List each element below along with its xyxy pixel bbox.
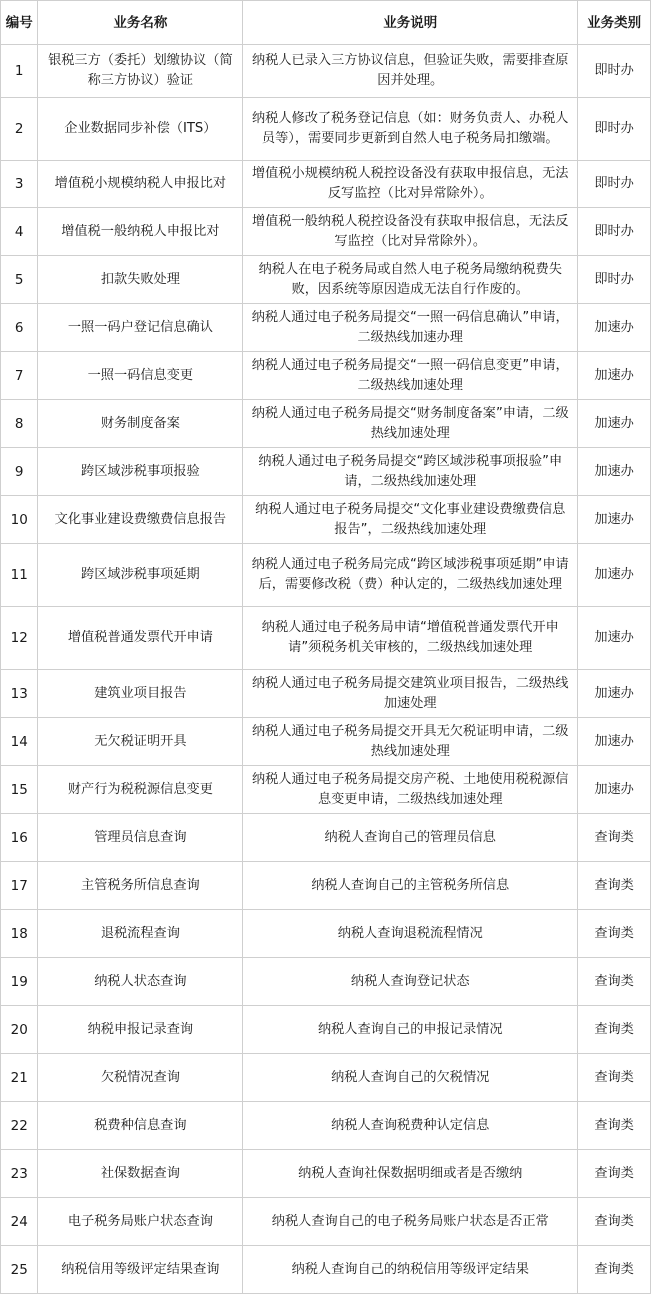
row-number: 12 (1, 607, 38, 670)
table-row (1, 496, 651, 544)
business-name: 银税三方（委托）划缴协议（简称三方协议）验证 (38, 45, 243, 98)
table-body (1, 45, 651, 1294)
table-row (1, 98, 651, 161)
business-category: 加速办 (578, 304, 651, 352)
business-description: 增值税小规模纳税人税控设备没有获取申报信息，无法反写监控（比对异常除外）。 (243, 161, 578, 208)
business-category: 加速办 (578, 607, 651, 670)
row-number: 20 (1, 1006, 38, 1054)
business-category: 即时办 (578, 208, 651, 256)
row-number: 18 (1, 910, 38, 958)
row-number: 21 (1, 1054, 38, 1102)
business-name: 文化事业建设费缴费信息报告 (38, 496, 243, 544)
business-name: 欠税情况查询 (38, 1054, 243, 1102)
business-name: 增值税普通发票代开申请 (38, 607, 243, 670)
table-row (1, 1054, 651, 1102)
row-number: 4 (1, 208, 38, 256)
header-number: 编号 (1, 1, 38, 45)
table-row (1, 304, 651, 352)
row-number: 16 (1, 814, 38, 862)
business-category: 查询类 (578, 958, 651, 1006)
table-row (1, 400, 651, 448)
row-number: 15 (1, 766, 38, 814)
table-row (1, 1150, 651, 1198)
business-description: 纳税人通过电子税务局完成“跨区域涉税事项延期”申请后，需要修改税（费）种认定的，二级热线加速处理 (243, 544, 578, 607)
header-business-description: 业务说明 (243, 1, 578, 45)
business-description: 纳税人查询社保数据明细或者是否缴纳 (243, 1150, 578, 1198)
row-number: 24 (1, 1198, 38, 1246)
row-number: 19 (1, 958, 38, 1006)
table-row (1, 814, 651, 862)
business-name: 电子税务局账户状态查询 (38, 1198, 243, 1246)
business-category: 查询类 (578, 1006, 651, 1054)
table-row (1, 208, 651, 256)
business-description: 纳税人通过电子税务局提交“一照一码信息确认”申请，二级热线加速办理 (243, 304, 578, 352)
row-number: 9 (1, 448, 38, 496)
business-category: 查询类 (578, 862, 651, 910)
row-number: 5 (1, 256, 38, 304)
row-number: 25 (1, 1246, 38, 1294)
business-name: 纳税信用等级评定结果查询 (38, 1246, 243, 1294)
business-category: 加速办 (578, 352, 651, 400)
table-row (1, 352, 651, 400)
business-description: 纳税人通过电子税务局提交“跨区域涉税事项报验”申请，二级热线加速处理 (243, 448, 578, 496)
business-category: 即时办 (578, 45, 651, 98)
business-name: 财务制度备案 (38, 400, 243, 448)
business-name: 建筑业项目报告 (38, 670, 243, 718)
table-header-row (1, 1, 651, 45)
business-description: 纳税人查询自己的申报记录情况 (243, 1006, 578, 1054)
table-row (1, 1198, 651, 1246)
business-name: 跨区域涉税事项报验 (38, 448, 243, 496)
business-description: 纳税人查询自己的纳税信用等级评定结果 (243, 1246, 578, 1294)
row-number: 7 (1, 352, 38, 400)
business-category: 查询类 (578, 1246, 651, 1294)
business-description: 纳税人通过电子税务局提交开具无欠税证明申请，二级热线加速处理 (243, 718, 578, 766)
row-number: 8 (1, 400, 38, 448)
business-category: 加速办 (578, 400, 651, 448)
business-description: 纳税人查询登记状态 (243, 958, 578, 1006)
row-number: 11 (1, 544, 38, 607)
business-category: 查询类 (578, 1102, 651, 1150)
row-number: 14 (1, 718, 38, 766)
header-business-category: 业务类别 (578, 1, 651, 45)
table-row (1, 1102, 651, 1150)
table-row (1, 766, 651, 814)
business-name: 财产行为税税源信息变更 (38, 766, 243, 814)
business-name: 纳税申报记录查询 (38, 1006, 243, 1054)
table-row (1, 718, 651, 766)
business-name: 企业数据同步补偿（ITS） (38, 98, 243, 161)
business-category: 即时办 (578, 98, 651, 161)
business-name: 一照一码户登记信息确认 (38, 304, 243, 352)
business-category: 加速办 (578, 670, 651, 718)
business-category: 加速办 (578, 766, 651, 814)
row-number: 3 (1, 161, 38, 208)
business-name: 增值税小规模纳税人申报比对 (38, 161, 243, 208)
business-name: 税费种信息查询 (38, 1102, 243, 1150)
business-category: 查询类 (578, 814, 651, 862)
business-category: 加速办 (578, 718, 651, 766)
business-description: 纳税人查询自己的电子税务局账户状态是否正常 (243, 1198, 578, 1246)
business-category: 加速办 (578, 496, 651, 544)
table-row (1, 607, 651, 670)
business-category: 查询类 (578, 1054, 651, 1102)
business-description: 纳税人通过电子税务局提交建筑业项目报告，二级热线加速处理 (243, 670, 578, 718)
table-row (1, 670, 651, 718)
business-description: 纳税人已录入三方协议信息，但验证失败，需要排查原因并处理。 (243, 45, 578, 98)
business-description: 纳税人查询自己的欠税情况 (243, 1054, 578, 1102)
table-row (1, 448, 651, 496)
row-number: 23 (1, 1150, 38, 1198)
business-description: 增值税一般纳税人税控设备没有获取申报信息，无法反写监控（比对异常除外）。 (243, 208, 578, 256)
table-row (1, 45, 651, 98)
business-name: 无欠税证明开具 (38, 718, 243, 766)
business-category: 查询类 (578, 1198, 651, 1246)
business-name: 扣款失败处理 (38, 256, 243, 304)
business-name: 主管税务所信息查询 (38, 862, 243, 910)
business-description: 纳税人通过电子税务局提交“财务制度备案”申请，二级热线加速处理 (243, 400, 578, 448)
business-name: 社保数据查询 (38, 1150, 243, 1198)
business-description: 纳税人通过电子税务局提交“文化事业建设费缴费信息报告”，二级热线加速处理 (243, 496, 578, 544)
business-name: 管理员信息查询 (38, 814, 243, 862)
table-row (1, 910, 651, 958)
table-row (1, 1006, 651, 1054)
business-category: 加速办 (578, 544, 651, 607)
row-number: 22 (1, 1102, 38, 1150)
business-description: 纳税人通过电子税务局申请“增值税普通发票代开申请”须税务机关审核的，二级热线加速处理 (243, 607, 578, 670)
business-description: 纳税人通过电子税务局提交房产税、土地使用税税源信息变更申请，二级热线加速处理 (243, 766, 578, 814)
business-category: 即时办 (578, 256, 651, 304)
business-description: 纳税人修改了税务登记信息（如：财务负责人、办税人员等），需要同步更新到自然人电子税务局扣缴端。 (243, 98, 578, 161)
business-description: 纳税人通过电子税务局提交“一照一码信息变更”申请，二级热线加速处理 (243, 352, 578, 400)
table-row (1, 958, 651, 1006)
business-description: 纳税人查询自己的主管税务所信息 (243, 862, 578, 910)
row-number: 1 (1, 45, 38, 98)
row-number: 10 (1, 496, 38, 544)
business-description: 纳税人查询自己的管理员信息 (243, 814, 578, 862)
row-number: 2 (1, 98, 38, 161)
row-number: 17 (1, 862, 38, 910)
table-row (1, 1246, 651, 1294)
business-category: 查询类 (578, 910, 651, 958)
business-category: 查询类 (578, 1150, 651, 1198)
row-number: 13 (1, 670, 38, 718)
table-row (1, 862, 651, 910)
table-row (1, 161, 651, 208)
table-row (1, 256, 651, 304)
header-business-name: 业务名称 (38, 1, 243, 45)
business-name: 跨区域涉税事项延期 (38, 544, 243, 607)
business-description: 纳税人查询税费种认定信息 (243, 1102, 578, 1150)
business-description: 纳税人在电子税务局或自然人电子税务局缴纳税费失败，因系统等原因造成无法自行作废的。 (243, 256, 578, 304)
business-category: 加速办 (578, 448, 651, 496)
business-category: 即时办 (578, 161, 651, 208)
business-description: 纳税人查询退税流程情况 (243, 910, 578, 958)
business-name: 退税流程查询 (38, 910, 243, 958)
business-name: 增值税一般纳税人申报比对 (38, 208, 243, 256)
business-name: 纳税人状态查询 (38, 958, 243, 1006)
business-name: 一照一码信息变更 (38, 352, 243, 400)
table-row (1, 544, 651, 607)
row-number: 6 (1, 304, 38, 352)
